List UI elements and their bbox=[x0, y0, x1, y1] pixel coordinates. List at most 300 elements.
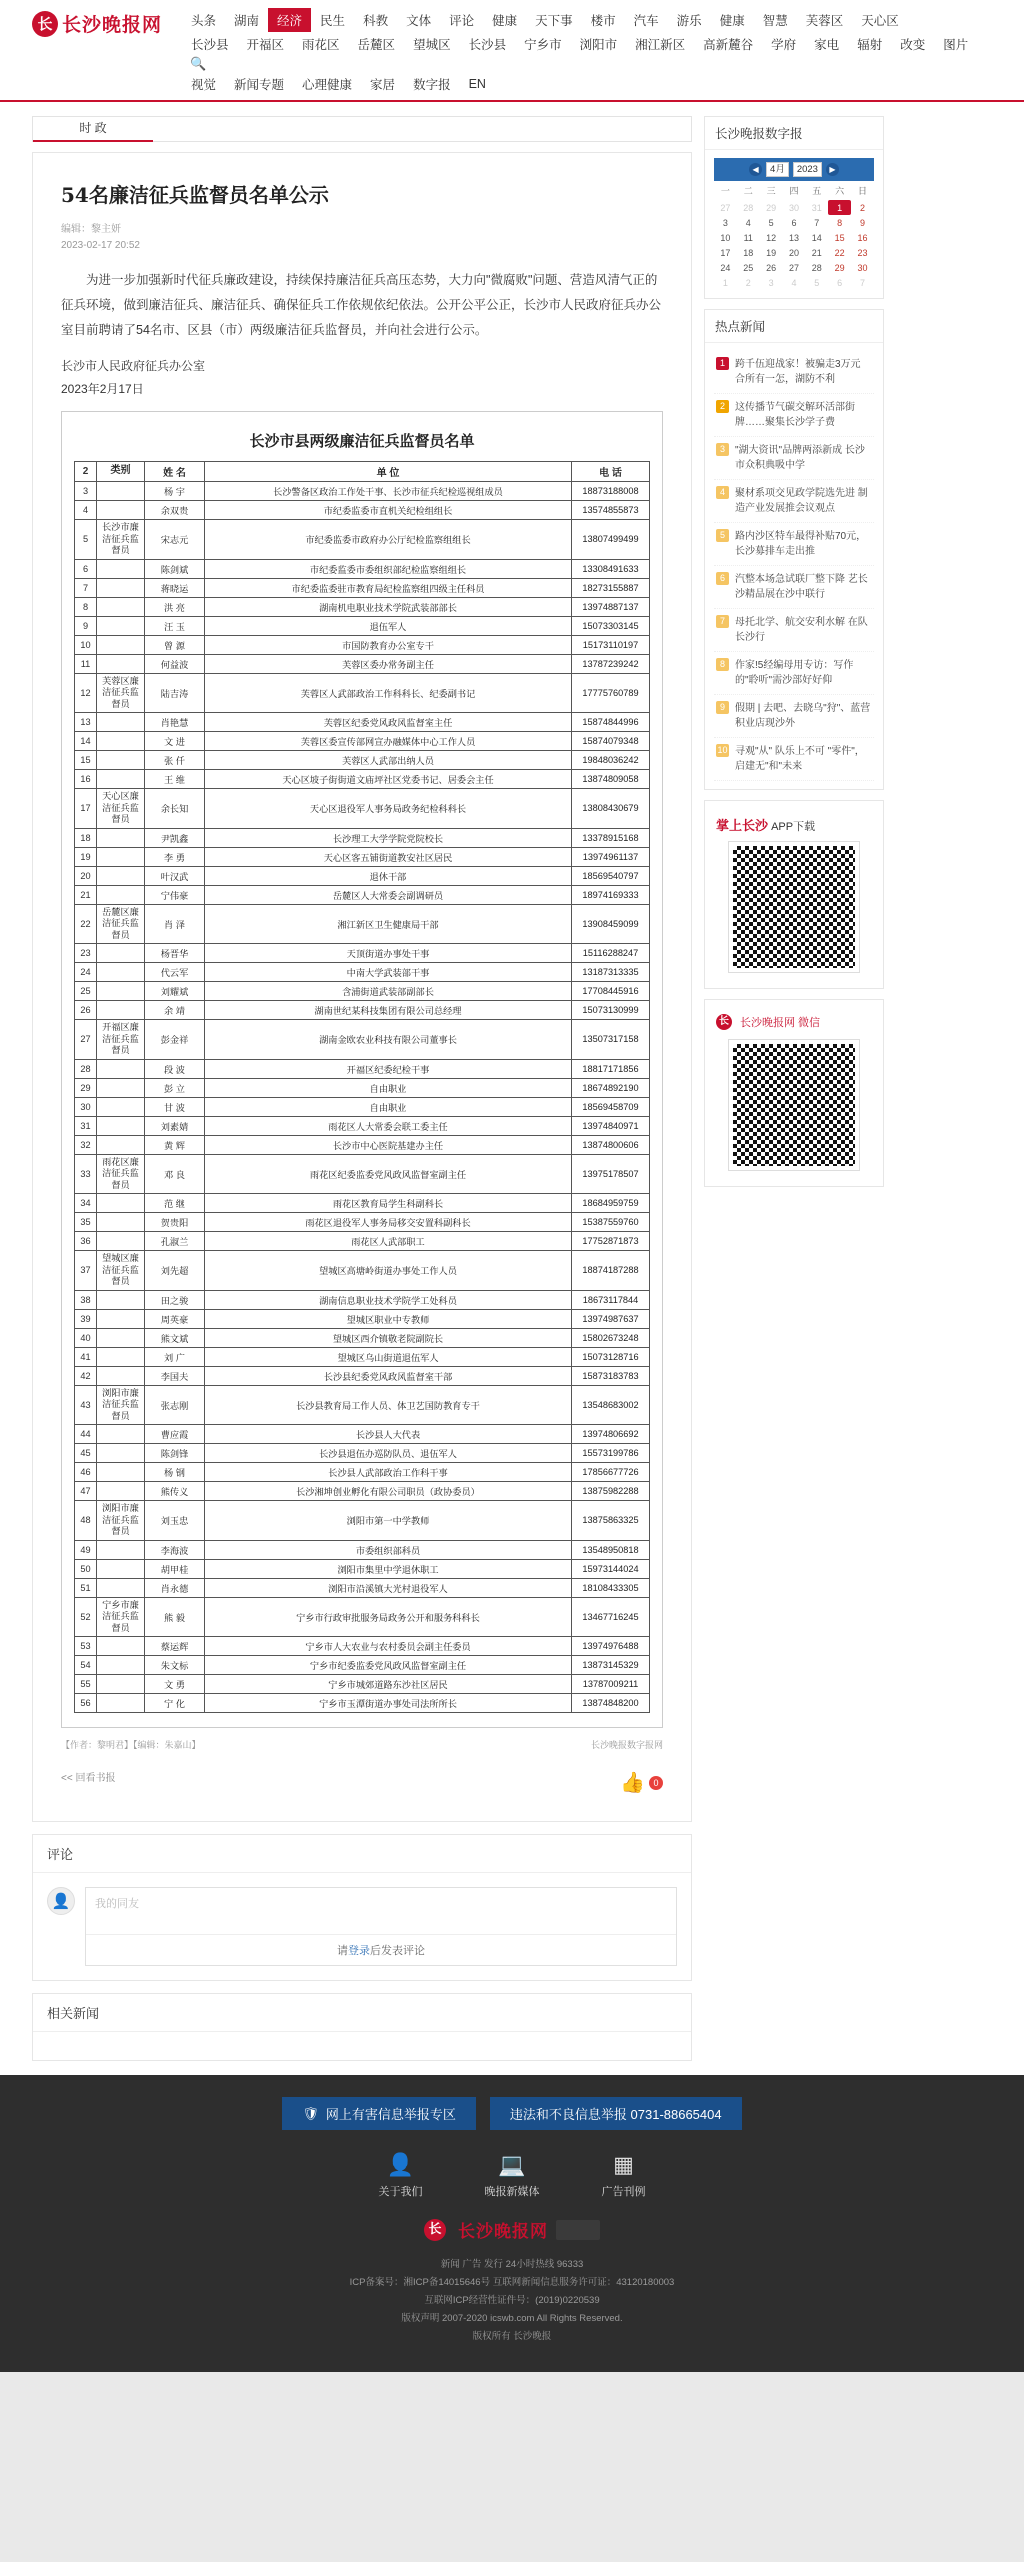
table-row bbox=[75, 1444, 650, 1463]
footer-info bbox=[0, 2256, 1024, 2346]
nav2-item-12[interactable]: 辐射 bbox=[857, 38, 883, 52]
table-cell bbox=[97, 982, 145, 1001]
nav2-item-14[interactable]: 图片 bbox=[943, 38, 969, 52]
table-cell: 天心区坡子街街道文庙坪社区党委书记、居委会主任 bbox=[205, 770, 572, 789]
table-cell bbox=[97, 1328, 145, 1347]
sidebar-column bbox=[704, 116, 884, 1197]
table-cell: 望城区职业中专教师 bbox=[205, 1309, 572, 1328]
table-row bbox=[75, 713, 650, 732]
calendar-day[interactable]: 25 bbox=[743, 262, 754, 273]
table-cell: 张志刚 bbox=[145, 1385, 205, 1425]
comment-input[interactable]: 我的同友 bbox=[95, 1898, 139, 1910]
table-cell bbox=[97, 1232, 145, 1251]
table-cell: 开福区廉洁征兵监督员 bbox=[97, 1020, 145, 1060]
table-cell: 刘 广 bbox=[145, 1347, 205, 1366]
table-cell: 23 bbox=[75, 944, 97, 963]
table-cell: 蒋晓运 bbox=[145, 578, 205, 597]
table-cell: 15573199786 bbox=[572, 1444, 650, 1463]
table-cell: 浏阳市第一中学教师 bbox=[205, 1501, 572, 1541]
logo-text: 长沙晚报网 bbox=[62, 14, 163, 36]
table-cell: 雨花区廉洁征兵监督员 bbox=[97, 1154, 145, 1194]
footer-link-about[interactable] bbox=[379, 2152, 423, 2199]
nav-row-1 bbox=[182, 8, 992, 32]
calendar-day[interactable]: 15 bbox=[834, 232, 845, 243]
hot-news-title: 跨千伍迎战家！被骗走3万元 合所有一怎，湖防不利 bbox=[735, 359, 861, 385]
nav-item-8[interactable]: 天下事 bbox=[535, 14, 573, 28]
table-cell bbox=[97, 751, 145, 770]
calendar-year-select[interactable]: 2023 bbox=[793, 162, 822, 177]
table-cell: 13807499499 bbox=[572, 520, 650, 560]
table-cell: 宁乡市人大农业与农村委员会副主任委员 bbox=[205, 1637, 572, 1656]
table-cell: 宁 化 bbox=[145, 1694, 205, 1713]
table-cell: 13467716245 bbox=[572, 1597, 650, 1637]
table-cell: 长沙县纪委党风政风监督室干部 bbox=[205, 1366, 572, 1385]
calendar-day[interactable]: 13 bbox=[788, 232, 799, 243]
table-cell bbox=[97, 885, 145, 904]
table-cell: 刘玉忠 bbox=[145, 1501, 205, 1541]
calendar-day[interactable]: 5 bbox=[814, 277, 820, 288]
calendar-day[interactable]: 3 bbox=[722, 217, 728, 228]
nav2-item-1[interactable]: 开福区 bbox=[246, 38, 285, 52]
calendar-day[interactable]: 1 bbox=[828, 200, 851, 215]
table-cell: 17 bbox=[75, 789, 97, 829]
calendar-day[interactable]: 30 bbox=[857, 262, 868, 273]
nav2-item-10[interactable]: 学府 bbox=[771, 38, 797, 52]
table-cell: 29 bbox=[75, 1078, 97, 1097]
table-row bbox=[75, 847, 650, 866]
table-row bbox=[75, 770, 650, 789]
table-cell: 13308491633 bbox=[572, 559, 650, 578]
nav3-item-3[interactable]: 家居 bbox=[370, 78, 396, 92]
chevron-left-icon[interactable]: ◀ bbox=[749, 163, 762, 176]
nav2-item-7[interactable]: 浏阳市 bbox=[579, 38, 618, 52]
table-cell bbox=[97, 1001, 145, 1020]
table-cell: 13 bbox=[75, 713, 97, 732]
table-cell: 17708445916 bbox=[572, 982, 650, 1001]
table-cell bbox=[97, 1078, 145, 1097]
nav-item-4[interactable]: 科教 bbox=[363, 14, 389, 28]
calendar-day[interactable]: 4 bbox=[745, 217, 751, 228]
hot-news-rank: 6 bbox=[716, 572, 729, 585]
calendar-day[interactable]: 7 bbox=[860, 277, 866, 288]
hot-news-item[interactable] bbox=[714, 394, 874, 437]
calendar-day[interactable]: 7 bbox=[814, 217, 820, 228]
nav-item-12[interactable]: 健康 bbox=[719, 14, 745, 28]
nav2-item-8[interactable]: 湘江新区 bbox=[635, 38, 686, 52]
table-row bbox=[75, 904, 650, 944]
nav-item-5[interactable]: 文体 bbox=[406, 14, 432, 28]
table-cell: 浏阳市沿溪镇大光村退役军人 bbox=[205, 1578, 572, 1597]
table-row bbox=[75, 789, 650, 829]
wechat-title: 长沙晚报网 微信 bbox=[740, 1017, 821, 1029]
calendar bbox=[714, 181, 874, 290]
table-row bbox=[75, 885, 650, 904]
hot-news-item[interactable] bbox=[714, 480, 874, 523]
calendar-day[interactable]: 1 bbox=[722, 277, 728, 288]
nav-item-6[interactable]: 评论 bbox=[449, 14, 475, 28]
table-cell: 17856677726 bbox=[572, 1463, 650, 1482]
table-cell: 15873183783 bbox=[572, 1366, 650, 1385]
table-cell: 15874844996 bbox=[572, 713, 650, 732]
table-header-cell: 2 bbox=[75, 462, 97, 482]
table-cell bbox=[97, 1309, 145, 1328]
table-cell: 余双贵 bbox=[145, 501, 205, 520]
calendar-weekday: 二 bbox=[743, 186, 753, 196]
table-row bbox=[75, 673, 650, 713]
table-cell: 刘耀斌 bbox=[145, 982, 205, 1001]
table-cell: 13507317158 bbox=[572, 1020, 650, 1060]
table-cell: 浏阳市廉洁征兵监督员 bbox=[97, 1385, 145, 1425]
table-cell bbox=[97, 482, 145, 501]
table-row bbox=[75, 963, 650, 982]
table-cell bbox=[97, 1194, 145, 1213]
table-cell: 熊文斌 bbox=[145, 1328, 205, 1347]
nav-item-15[interactable]: 天心区 bbox=[861, 14, 899, 28]
hot-news-rank: 5 bbox=[716, 529, 729, 542]
table-cell: 3 bbox=[75, 482, 97, 501]
table-cell: 13974976488 bbox=[572, 1637, 650, 1656]
table-row bbox=[75, 1578, 650, 1597]
table-cell: 天顶街道办事处干事 bbox=[205, 944, 572, 963]
table-cell: 雨花区人大常委会联工委主任 bbox=[205, 1116, 572, 1135]
table-cell: 文 勇 bbox=[145, 1675, 205, 1694]
nav-row-2 bbox=[182, 32, 992, 72]
table-cell: 彭 立 bbox=[145, 1078, 205, 1097]
roster-table-title: 长沙市县两级廉洁征兵监督员名单 bbox=[249, 432, 475, 450]
table-cell: 自由职业 bbox=[205, 1078, 572, 1097]
calendar-day[interactable]: 26 bbox=[766, 262, 777, 273]
comment-box bbox=[85, 1887, 677, 1966]
table-cell: 35 bbox=[75, 1213, 97, 1232]
calendar-day[interactable]: 24 bbox=[720, 262, 731, 273]
hot-news-item[interactable] bbox=[714, 566, 874, 609]
table-cell: 55 bbox=[75, 1675, 97, 1694]
table-cell: 陆吉涛 bbox=[145, 673, 205, 713]
report-harmful-button[interactable] bbox=[282, 2097, 476, 2130]
table-row bbox=[75, 1482, 650, 1501]
nav2-item-4[interactable]: 望城区 bbox=[413, 38, 451, 52]
table-cell: 27 bbox=[75, 1020, 97, 1060]
table-row bbox=[75, 1366, 650, 1385]
search-icon[interactable]: 🔍 bbox=[190, 56, 207, 71]
footer-logo-text: 长沙晚报网 bbox=[458, 2222, 548, 2242]
calendar-day[interactable]: 28 bbox=[811, 262, 822, 273]
table-cell: 朱文标 bbox=[145, 1656, 205, 1675]
calendar-day[interactable]: 31 bbox=[811, 202, 822, 213]
table-cell: 15073130999 bbox=[572, 1001, 650, 1020]
calendar-day[interactable]: 17 bbox=[720, 247, 731, 258]
nav-item-9[interactable]: 楼市 bbox=[590, 14, 616, 28]
calendar-day[interactable]: 27 bbox=[788, 262, 799, 273]
nav-item-3[interactable]: 民生 bbox=[320, 14, 346, 28]
nav2-item-5[interactable]: 长沙县 bbox=[468, 38, 507, 52]
hot-news-title: "湖大资讯"品牌两添新成 长沙市众积典吸中学 bbox=[735, 445, 865, 471]
table-cell: 湖南机电职业技术学院武装部部长 bbox=[205, 597, 572, 616]
table-cell: 22 bbox=[75, 904, 97, 944]
table-cell: 长沙湘坤创业孵化有限公司职员（政协委员） bbox=[205, 1482, 572, 1501]
calendar-day[interactable]: 16 bbox=[857, 232, 868, 243]
table-cell: 15802673248 bbox=[572, 1328, 650, 1347]
logo-mark-icon-small: 长 bbox=[716, 1014, 732, 1030]
table-cell: 市委组织部科员 bbox=[205, 1540, 572, 1559]
related-news-title: 相关新闻 bbox=[33, 1994, 691, 2032]
like-count: 0 bbox=[649, 1776, 663, 1790]
calendar-day[interactable]: 30 bbox=[788, 202, 799, 213]
table-cell: 18569540797 bbox=[572, 866, 650, 885]
table-cell: 48 bbox=[75, 1501, 97, 1541]
footer-line-1: ICP备案号：湘ICP备14015646号 互联网新闻信息服务许可证：43120180003 bbox=[349, 2277, 675, 2289]
footer-line-4: 版权所有 长沙晚报 bbox=[472, 2331, 552, 2343]
table-cell: 退伍军人 bbox=[205, 616, 572, 635]
table-cell: 段 波 bbox=[145, 1059, 205, 1078]
table-cell: 13548950818 bbox=[572, 1540, 650, 1559]
article-editor: 编辑：黎主妍 bbox=[61, 224, 121, 235]
hot-news-rank: 7 bbox=[716, 615, 729, 628]
calendar-day[interactable]: 8 bbox=[837, 217, 843, 228]
nav2-item-13[interactable]: 改变 bbox=[900, 38, 926, 52]
hot-news-title: 聚材系项交见政学院选先进 制造产业发展推会议观点 bbox=[735, 488, 868, 514]
table-cell: 18684959759 bbox=[572, 1194, 650, 1213]
table-row bbox=[75, 616, 650, 635]
nav2-item-11[interactable]: 家电 bbox=[814, 38, 840, 52]
table-cell: 13874800606 bbox=[572, 1135, 650, 1154]
table-cell bbox=[97, 1694, 145, 1713]
table-row bbox=[75, 1309, 650, 1328]
calendar-day[interactable]: 4 bbox=[791, 277, 797, 288]
table-cell bbox=[97, 770, 145, 789]
calendar-day[interactable]: 5 bbox=[768, 217, 774, 228]
hot-news-title: 假期 | 去吧、去晓乌"狩"、蓝营积业店现沙外 bbox=[735, 703, 871, 729]
nav3-item-5[interactable]: EN bbox=[468, 77, 486, 91]
hot-news-rank: 9 bbox=[716, 701, 729, 714]
table-cell: 文 进 bbox=[145, 732, 205, 751]
calendar-day[interactable]: 6 bbox=[837, 277, 843, 288]
table-row bbox=[75, 1385, 650, 1425]
table-cell bbox=[97, 732, 145, 751]
breadcrumb bbox=[32, 116, 692, 142]
table-cell: 15073128716 bbox=[572, 1347, 650, 1366]
table-cell: 13974806692 bbox=[572, 1425, 650, 1444]
hot-news-title: 汽整本场急试联厂整下降 艺长沙精品展在沙中联行 bbox=[735, 574, 868, 600]
table-cell bbox=[97, 828, 145, 847]
table-cell: 14 bbox=[75, 732, 97, 751]
table-row bbox=[75, 1425, 650, 1444]
calendar-day[interactable]: 19 bbox=[766, 247, 777, 258]
shield-icon: 🛡 bbox=[302, 2105, 319, 2121]
table-cell: 18674892190 bbox=[572, 1078, 650, 1097]
table-cell: 13908459099 bbox=[572, 904, 650, 944]
calendar-day[interactable]: 27 bbox=[720, 202, 731, 213]
table-cell: 尹凯鑫 bbox=[145, 828, 205, 847]
table-header-cell: 电 话 bbox=[572, 462, 650, 482]
calendar-day[interactable]: 10 bbox=[720, 232, 731, 243]
hot-news-item[interactable] bbox=[714, 523, 874, 566]
table-cell: 47 bbox=[75, 1482, 97, 1501]
hot-news-item[interactable] bbox=[714, 652, 874, 695]
table-row bbox=[75, 482, 650, 501]
hot-news-item[interactable] bbox=[714, 695, 874, 738]
table-row bbox=[75, 501, 650, 520]
table-cell: 15387559760 bbox=[572, 1213, 650, 1232]
table-cell bbox=[97, 1116, 145, 1135]
login-prefix: 请 bbox=[337, 1945, 348, 1957]
site-logo[interactable] bbox=[32, 6, 182, 37]
report-illegal-button[interactable] bbox=[490, 2097, 742, 2130]
nav-item-14[interactable]: 芙蓉区 bbox=[805, 14, 844, 28]
table-cell: 6 bbox=[75, 559, 97, 578]
calendar-day[interactable]: 20 bbox=[788, 247, 799, 258]
table-cell: 雨花区教育局学生科副科长 bbox=[205, 1194, 572, 1213]
hot-news-item[interactable] bbox=[714, 738, 874, 781]
table-cell: 含浦街道武装部副部长 bbox=[205, 982, 572, 1001]
nav3-item-1[interactable]: 新闻专题 bbox=[234, 78, 285, 92]
table-cell: 15973144024 bbox=[572, 1559, 650, 1578]
table-cell: 宁乡市城郊道路东沙社区居民 bbox=[205, 1675, 572, 1694]
nav-item-2[interactable]: 经济 bbox=[268, 8, 311, 32]
table-cell: 湖南金欧农业科技有限公司董事长 bbox=[205, 1020, 572, 1060]
nav3-item-0[interactable]: 视觉 bbox=[191, 78, 217, 92]
calendar-day[interactable]: 11 bbox=[743, 232, 753, 243]
table-cell: 芙蓉区人武部政治工作科科长、纪委副书记 bbox=[205, 673, 572, 713]
nav3-item-2[interactable]: 心理健康 bbox=[302, 78, 353, 92]
footer-link-media[interactable] bbox=[485, 2152, 540, 2199]
table-cell: 13874848200 bbox=[572, 1694, 650, 1713]
nav2-item-9[interactable]: 高新麓谷 bbox=[703, 38, 754, 52]
table-row bbox=[75, 559, 650, 578]
calendar-day[interactable]: 2 bbox=[745, 277, 751, 288]
table-cell: 芙蓉区委宣传部网宣办融媒体中心工作人员 bbox=[205, 732, 572, 751]
table-cell: 岳麓区人大常委会副调研员 bbox=[205, 885, 572, 904]
thumbs-up-icon[interactable]: 👍 bbox=[620, 1772, 645, 1794]
table-cell: 曹应霞 bbox=[145, 1425, 205, 1444]
table-cell: 19 bbox=[75, 847, 97, 866]
table-cell: 30 bbox=[75, 1097, 97, 1116]
nav2-item-2[interactable]: 雨花区 bbox=[302, 38, 340, 52]
table-cell: 18874187288 bbox=[572, 1251, 650, 1291]
nav-item-11[interactable]: 游乐 bbox=[676, 14, 702, 28]
table-cell: 8 bbox=[75, 597, 97, 616]
table-cell bbox=[97, 1578, 145, 1597]
nav2-item-6[interactable]: 宁乡市 bbox=[524, 38, 562, 52]
table-cell: 33 bbox=[75, 1154, 97, 1194]
table-cell: 长沙市廉洁征兵监督员 bbox=[97, 520, 145, 560]
table-row bbox=[75, 635, 650, 654]
comments-title: 评论 bbox=[33, 1835, 691, 1873]
app-download-box bbox=[704, 800, 884, 989]
hot-news-title: 路内沙区特车最得补贴70元，长沙募排车走出推 bbox=[735, 531, 867, 557]
table-cell: 13974961137 bbox=[572, 847, 650, 866]
table-cell: 肖永德 bbox=[145, 1578, 205, 1597]
calendar-month-select[interactable]: 4月 bbox=[766, 162, 789, 177]
nav-item-13[interactable]: 智慧 bbox=[762, 14, 788, 28]
table-cell: 长沙县教育局工作人员、体卫艺国防教育专干 bbox=[205, 1385, 572, 1425]
table-cell: 浏阳市集里中学退休职工 bbox=[205, 1559, 572, 1578]
calendar-day[interactable]: 6 bbox=[791, 217, 797, 228]
table-row bbox=[75, 1328, 650, 1347]
table-cell: 孔淑兰 bbox=[145, 1232, 205, 1251]
app-qr-code bbox=[729, 842, 859, 972]
table-cell bbox=[97, 616, 145, 635]
main-container bbox=[32, 102, 992, 2061]
table-row bbox=[75, 520, 650, 560]
table-cell bbox=[97, 1213, 145, 1232]
calendar-day[interactable]: 9 bbox=[860, 217, 866, 228]
table-cell bbox=[97, 1097, 145, 1116]
article-meta bbox=[61, 222, 663, 254]
table-cell: 天心区客五铺街道教安社区居民 bbox=[205, 847, 572, 866]
table-header-row bbox=[75, 462, 650, 482]
back-link[interactable]: << 回看书报 bbox=[61, 1773, 116, 1784]
table-cell: 望城区高塘岭街道办事处工作人员 bbox=[205, 1251, 572, 1291]
table-cell: 市纪委监委市委组织部纪检监察组组长 bbox=[205, 559, 572, 578]
table-row bbox=[75, 982, 650, 1001]
calendar-day[interactable]: 18 bbox=[743, 247, 754, 258]
table-row bbox=[75, 1078, 650, 1097]
footer-link-ads[interactable] bbox=[602, 2152, 646, 2199]
table-cell: 杨 钢 bbox=[145, 1463, 205, 1482]
hot-news-item[interactable] bbox=[714, 609, 874, 652]
article-timestamp: 2023-02-17 20:52 bbox=[61, 240, 140, 251]
chevron-right-icon[interactable]: ▶ bbox=[826, 163, 839, 176]
table-cell: 宁乡市玉潭街道办事处司法所所长 bbox=[205, 1694, 572, 1713]
calendar-day[interactable]: 21 bbox=[811, 247, 822, 258]
calendar-day[interactable]: 14 bbox=[811, 232, 822, 243]
calendar-day[interactable]: 2 bbox=[860, 202, 866, 213]
table-cell: 50 bbox=[75, 1559, 97, 1578]
table-cell bbox=[97, 1135, 145, 1154]
table-cell: 李海波 bbox=[145, 1540, 205, 1559]
nav2-item-3[interactable]: 岳麓区 bbox=[357, 38, 396, 52]
nav-item-0[interactable]: 头条 bbox=[191, 14, 217, 28]
footer-link-ads-label: 广告刊例 bbox=[601, 2186, 646, 2198]
nav-item-10[interactable]: 汽车 bbox=[633, 14, 659, 28]
calendar-day[interactable]: 3 bbox=[768, 277, 774, 288]
login-link[interactable]: 登录 bbox=[348, 1945, 370, 1957]
article-paragraph: 为进一步加强新时代征兵廉政建设，持续保持廉洁征兵高压态势，大力向"微腐败"问题、营造风清气正的征兵环境，做到廉洁征兵、廉洁征兵、确保征兵工作依规依纪依法。公开公平公正，长沙市人民政府征兵办公室目前聘请了54名市、区县（市）两级廉洁征兵监督员，并向社会进行公示。 bbox=[61, 273, 662, 337]
nav2-item-0[interactable]: 长沙县 bbox=[191, 38, 229, 52]
table-cell: 李国夫 bbox=[145, 1366, 205, 1385]
nav3-item-4[interactable]: 数字报 bbox=[413, 78, 451, 92]
hot-news-item[interactable] bbox=[714, 351, 874, 394]
calendar-weekday: 三 bbox=[766, 186, 776, 196]
table-row bbox=[75, 1540, 650, 1559]
wechat-qr-code bbox=[729, 1040, 859, 1170]
table-row bbox=[75, 1597, 650, 1637]
table-header-cell: 类别 bbox=[97, 462, 145, 482]
table-cell: 16 bbox=[75, 770, 97, 789]
footer-line-2: 互联网ICP经营性证件号：(2019)0220539 bbox=[424, 2295, 600, 2307]
table-row bbox=[75, 1097, 650, 1116]
calendar-day[interactable]: 12 bbox=[766, 232, 777, 243]
table-cell: 宁乡市纪委监委党风政风监督室副主任 bbox=[205, 1656, 572, 1675]
hot-news-item[interactable] bbox=[714, 437, 874, 480]
calendar-day[interactable]: 29 bbox=[834, 262, 845, 273]
calendar-weekday: 日 bbox=[858, 186, 868, 196]
calendar-day[interactable]: 29 bbox=[766, 202, 777, 213]
table-cell: 13548683002 bbox=[572, 1385, 650, 1425]
calendar-day[interactable]: 28 bbox=[743, 202, 754, 213]
nav-item-7[interactable]: 健康 bbox=[492, 14, 518, 28]
table-cell: 51 bbox=[75, 1578, 97, 1597]
nav-item-1[interactable]: 湖南 bbox=[234, 14, 260, 28]
calendar-day[interactable]: 22 bbox=[834, 247, 845, 258]
breadcrumb-tab[interactable]: 时 政 bbox=[33, 116, 153, 142]
hot-news-list bbox=[705, 343, 883, 789]
table-cell bbox=[97, 1675, 145, 1694]
report-illegal-label: 违法和不良信息举报 0731-88665404 bbox=[509, 2107, 722, 2122]
calendar-day[interactable]: 23 bbox=[857, 247, 868, 258]
table-row bbox=[75, 1559, 650, 1578]
